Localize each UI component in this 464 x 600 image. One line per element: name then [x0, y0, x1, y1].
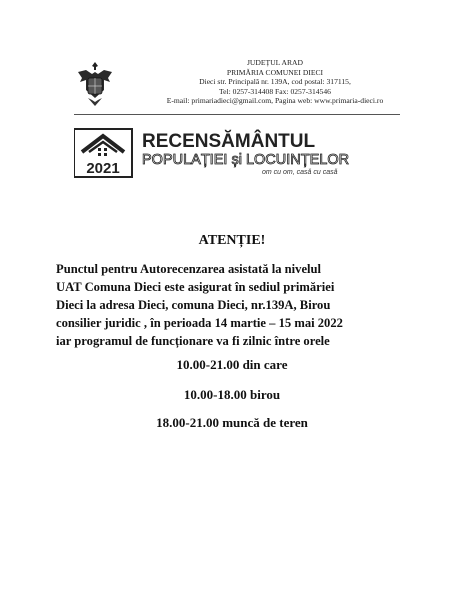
schedule-total: 10.00-21.00 din care [176, 357, 288, 372]
notice-body-line: Dieci la adresa Dieci, comuna Dieci, nr.139A, Birou [56, 298, 331, 312]
letterhead-divider [74, 114, 400, 115]
notice-body-line: UAT Comuna Dieci este asigurat în sediul primăriei [56, 280, 335, 294]
house-roof-icon [82, 136, 124, 152]
census-logo [74, 128, 394, 178]
census-tagline: om cu om, casă cu casă [262, 169, 338, 176]
notice-body-line: Punctul pentru Autorecenzarea asistată la nivelul [56, 262, 322, 276]
letterhead [130, 58, 420, 106]
schedule-office: 10.00-18.00 birou [183, 387, 281, 402]
letterhead-phone: Tel: 0257-314408 Fax: 0257-314546 [219, 86, 331, 96]
census-year: 2021 [86, 160, 120, 177]
census-title: RECENSĂMÂNTUL [142, 131, 316, 152]
notice-body [56, 260, 406, 350]
census-subtitle: POPULAȚIEI și LOCUINȚELOR [142, 152, 350, 168]
letterhead-address: Dieci str. Principală nr. 139A, cod postal: 317115, [199, 77, 351, 87]
schedule-fieldwork: 18.00-21.00 muncă de teren [156, 415, 308, 430]
letterhead-county: JUDEȚUL ARAD [246, 58, 304, 67]
notice-heading: ATENȚIE! [198, 233, 266, 248]
letterhead-contact: E-mail: primariadieci@gmail.com, Pagina web: www.primaria-dieci.ro [166, 96, 384, 106]
romania-coat-of-arms-icon [74, 58, 116, 110]
notice-body-line: consilier juridic , în perioada 14 martie – 15 mai 2022 [56, 316, 343, 330]
letterhead-institution: PRIMĂRIA COMUNEI DIECI [226, 67, 324, 77]
notice-body-line: iar programul de funcționare va fi zilnic între orele [56, 334, 330, 348]
